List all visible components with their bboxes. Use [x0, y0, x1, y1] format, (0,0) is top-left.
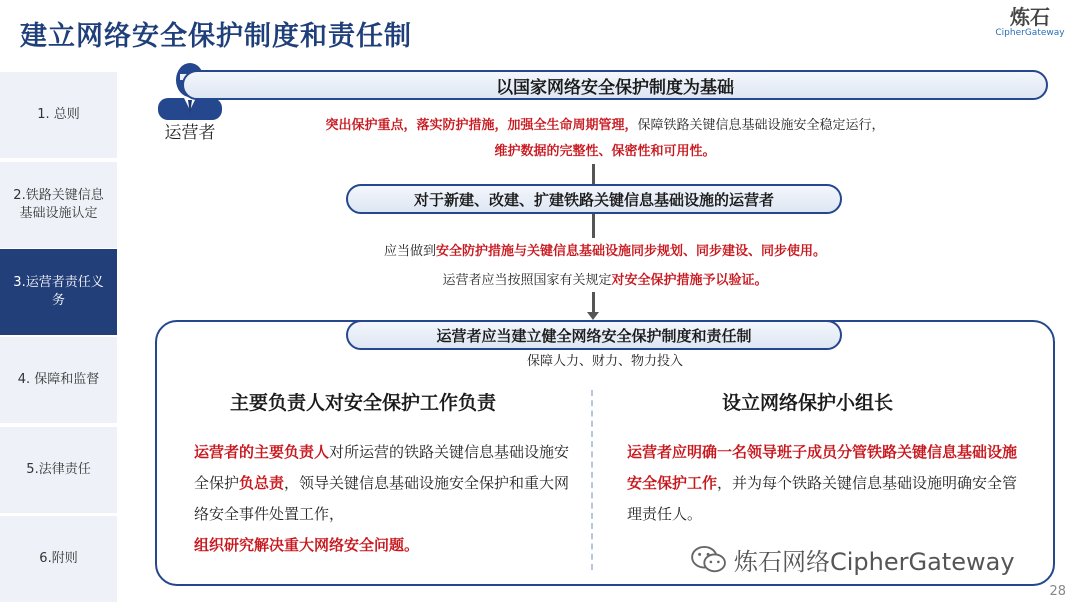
connector-line	[592, 164, 595, 184]
verification-red: 对安全保护措施予以验证。	[611, 273, 768, 288]
right-text-1: ，并为每个铁路关键信息基础设施明确安全管理责任人。	[627, 474, 1018, 523]
page-title: 建立网络安全保护制度和责任制	[20, 21, 412, 52]
logo	[994, 6, 1066, 39]
connector-line	[592, 214, 595, 238]
right-red-1: 运营者应明确一名领导班子成员分管铁路关键信息基础设施安全保护工作	[627, 443, 1018, 492]
left-column-heading: 主要负责人对安全保护工作负责	[230, 392, 497, 414]
left-red-1: 运营者的主要负责人	[194, 443, 330, 461]
column-divider	[591, 390, 593, 570]
left-red-3: 组织研究解决重大网络安全问题。	[194, 536, 420, 554]
logo-cn-text: 炼石	[1010, 5, 1050, 29]
sidebar-item-infrastructure[interactable]: 2.铁路关键信息基础设施认定	[0, 162, 117, 248]
pill-responsibility-system: 运营者应当建立健全网络安全保护制度和责任制	[346, 320, 842, 350]
sidebar-item-general[interactable]: 1. 总则	[0, 72, 117, 158]
pill-national-basis: 以国家网络安全保护制度为基础	[182, 70, 1048, 100]
sidebar-item-appendix[interactable]: 6.附则	[0, 516, 117, 602]
sidebar-item-operator-duties[interactable]: 3.运营者责任义务	[0, 249, 117, 335]
sync-planning-pre: 应当做到	[383, 244, 436, 259]
protection-focus-red: 突出保护重点，落实防护措施，加强全生命周期管理，	[325, 118, 638, 133]
operator-label: 运营者	[164, 123, 216, 143]
watermark-text: 炼石网络CipherGateway	[734, 548, 1015, 576]
left-text-1: 对所运营的铁路关键信息基础设施安全保护	[194, 443, 570, 492]
sidebar-item-supervision[interactable]: 4. 保障和监督	[0, 337, 117, 423]
data-integrity-line: 维护数据的完整性、保密性和可用性。	[494, 144, 716, 159]
protection-focus-rest: 保障铁路关键信息基础设施安全稳定运行，	[637, 118, 885, 133]
pill-new-construction: 对于新建、改建、扩建铁路关键信息基础设施的运营者	[346, 184, 842, 214]
page-number: 28	[1049, 584, 1066, 599]
verification-pre: 运营者应当按照国家有关规定	[442, 273, 612, 288]
wechat-icon	[690, 545, 728, 575]
sidebar-nav	[0, 72, 117, 608]
left-text-2: ，领导关键信息基础设施安全保护和重大网络安全事件处置工作，	[194, 474, 570, 523]
sync-planning-red: 安全防护措施与关键信息基础设施同步规划、同步建设、同步使用。	[436, 244, 827, 259]
left-column-paragraph	[194, 437, 574, 561]
sidebar-item-legal[interactable]: 5.法律责任	[0, 427, 117, 513]
resource-guarantee-line: 保障人力、财力、物力投入	[526, 354, 683, 369]
protection-focus-line	[130, 114, 1080, 133]
left-red-2: 负总责	[239, 474, 285, 492]
verification-line	[130, 269, 1080, 288]
right-column-paragraph	[627, 437, 1027, 530]
arrow-down-icon	[587, 312, 599, 320]
wechat-watermark	[690, 542, 1015, 577]
logo-en-text: CipherGateway	[995, 28, 1065, 38]
right-column-heading: 设立网络保护小组长	[722, 392, 894, 414]
sync-planning-line	[130, 240, 1080, 259]
